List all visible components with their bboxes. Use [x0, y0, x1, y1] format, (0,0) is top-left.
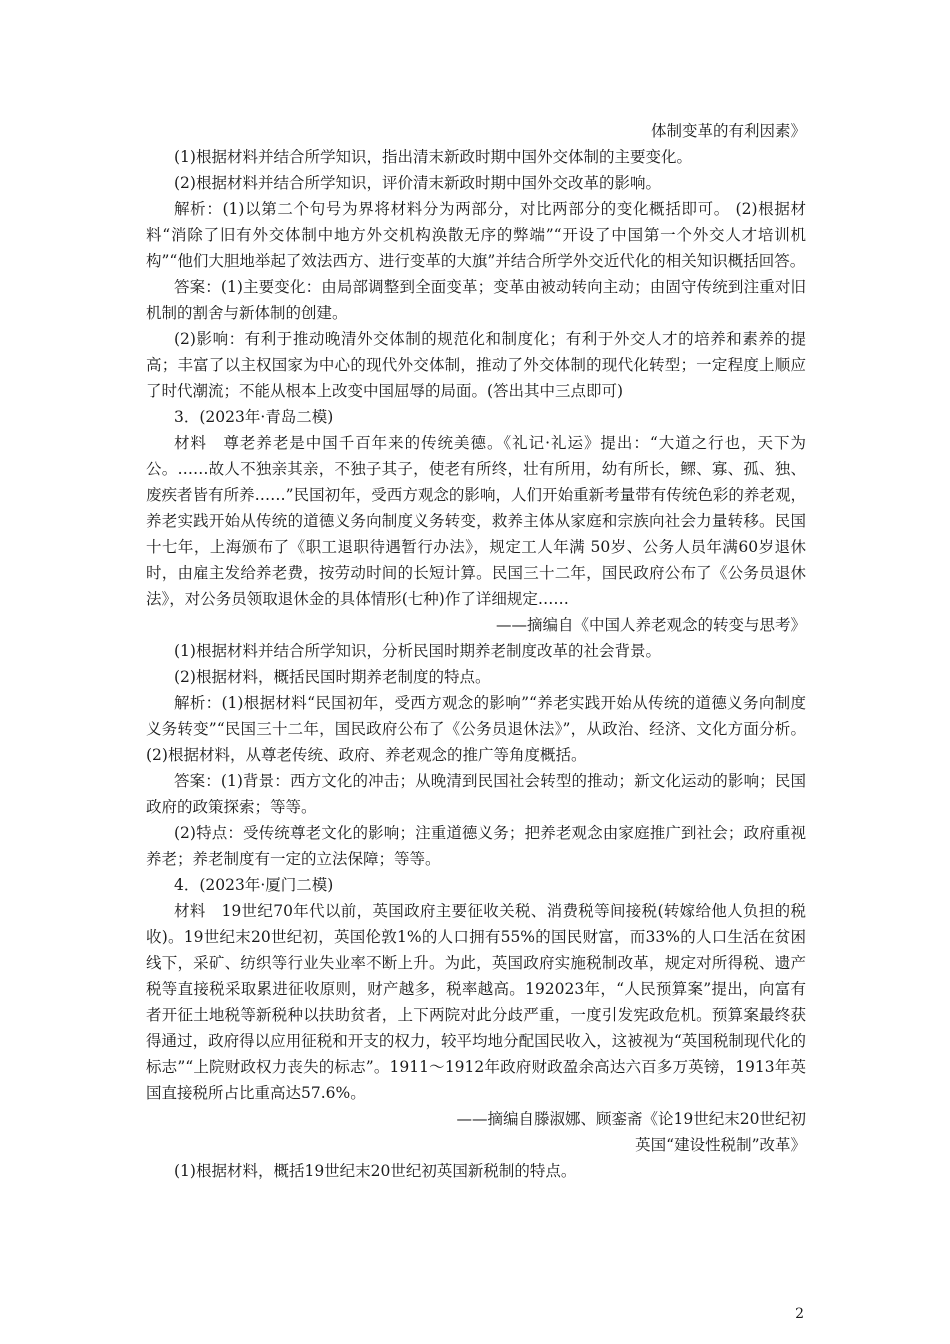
paragraph: 材料 19世纪70年代以前，英国政府主要征收关税、消费税等间接税(转嫁给他人负担的税收)。19世纪末20世纪初，英国伦敦1%的人口拥有55%的国民财富，而33%的人口生活在贫困线下，采矿、纺织等行业失业率不断上升。为此，英国政府实施税制改革，规定对所得税、遗产税等直接税采取累进征收原则，财产越多，税率越高。192023年，“人民预算案”提出，向富有者开征土地税等新税种以扶助贫者，上下两院对此分歧严重，一度引发宪政危机。预算案最终获得通过，政府得以应用征税和开支的权力，较平均地分配国民收入，这被视为“英国税制现代化的标志”“上院财政权力丧失的标志”。1911～1912年政府财政盈余高达六百多万英镑，1913年英国直接税所占比重高达57.6%。 — [146, 902, 806, 1102]
paragraph: (1)根据材料并结合所学知识，分析民国时期养老制度改革的社会背景。 — [174, 642, 661, 660]
source-citation: ——摘编自《中国人养老观念的转变与思考》 — [495, 616, 806, 634]
paragraph: 材料 尊老养老是中国千百年来的传统美德。《礼记·礼运》提出：“大道之行也，天下为公。……故人不独亲其亲，不独子其子，使老有所终，壮有所用，幼有所长，鳏、寡、孤、独、废疾者皆有所养……”民国初年，受西方观念的影响，人们开始重新考量带有传统色彩的养老观，养老实践开始从传统的道德义务向制度义务转变，救养主体从家庭和宗族向社会力量转移。民国十七年，上海颁布了《职工退职待遇暂行办法》，规定工人年满 50岁、公务人员年满60岁退休时，由雇主发给养老费，按劳动时间的长短计算。民国三十二年，国民政府公布了《公务员退休法》，对公务员领取退休金的具体情形(七种)作了详细规定…… — [146, 434, 806, 608]
paragraph: 答案：(1)主要变化：由局部调整到全面变革；变革由被动转向主动；由固守传统到注重对旧机制的割舍与新体制的创建。 — [146, 278, 806, 322]
source-citation: 英国“建设性税制”改革》 — [635, 1136, 806, 1154]
paragraph: (2)根据材料，概括民国时期养老制度的特点。 — [174, 668, 491, 686]
paragraph: 3．(2023年·青岛二模) — [174, 408, 334, 426]
paragraph: 4．(2023年·厦门二模) — [174, 876, 334, 894]
paragraph: 解析：(1)以第二个句号为界将材料分为两部分，对比两部分的变化概括即可。 (2)根据材料“消除了旧有外交体制中地方外交机构涣散无序的弊端”“开设了中国第一个外交人才培训机构”“他们大胆地举起了效法西方、进行变革的大旗”并结合所学外交近代化的相关知识概括回答。 — [146, 200, 806, 270]
document-body — [146, 118, 806, 1184]
paragraph: (2)根据材料并结合所学知识，评价清末新政时期中国外交改革的影响。 — [174, 174, 661, 192]
source-citation: 体制变革的有利因素》 — [650, 122, 806, 140]
paragraph: (2)特点：受传统尊老文化的影响；注重道德义务；把养老观念由家庭推广到社会；政府重视养老；养老制度有一定的立法保障；等等。 — [146, 824, 806, 868]
source-citation: ——摘编自滕淑娜、顾銮斋《论19世纪末20世纪初 — [456, 1110, 806, 1128]
paragraph: (1)根据材料，概括19世纪末20世纪初英国新税制的特点。 — [174, 1162, 577, 1180]
page-number: 2 — [795, 1306, 804, 1322]
paragraph: 答案：(1)背景：西方文化的冲击；从晚清到民国社会转型的推动；新文化运动的影响；民国政府的政策探索；等等。 — [146, 772, 806, 816]
paragraph: (1)根据材料并结合所学知识，指出清末新政时期中国外交体制的主要变化。 — [174, 148, 692, 166]
paragraph: (2)影响：有利于推动晚清外交体制的规范化和制度化；有利于外交人才的培养和素养的提高；丰富了以主权国家为中心的现代外交体制，推动了外交体制的现代化转型；一定程度上顺应了时代潮流；不能从根本上改变中国屈辱的局面。(答出其中三点即可) — [146, 330, 806, 400]
paragraph: 解析：(1)根据材料“民国初年，受西方观念的影响”“养老实践开始从传统的道德义务向制度义务转变”“民国三十二年，国民政府公布了《公务员退休法》”，从政治、经济、文化方面分析。(2)根据材料，从尊老传统、政府、养老观念的推广等角度概括。 — [146, 694, 806, 764]
